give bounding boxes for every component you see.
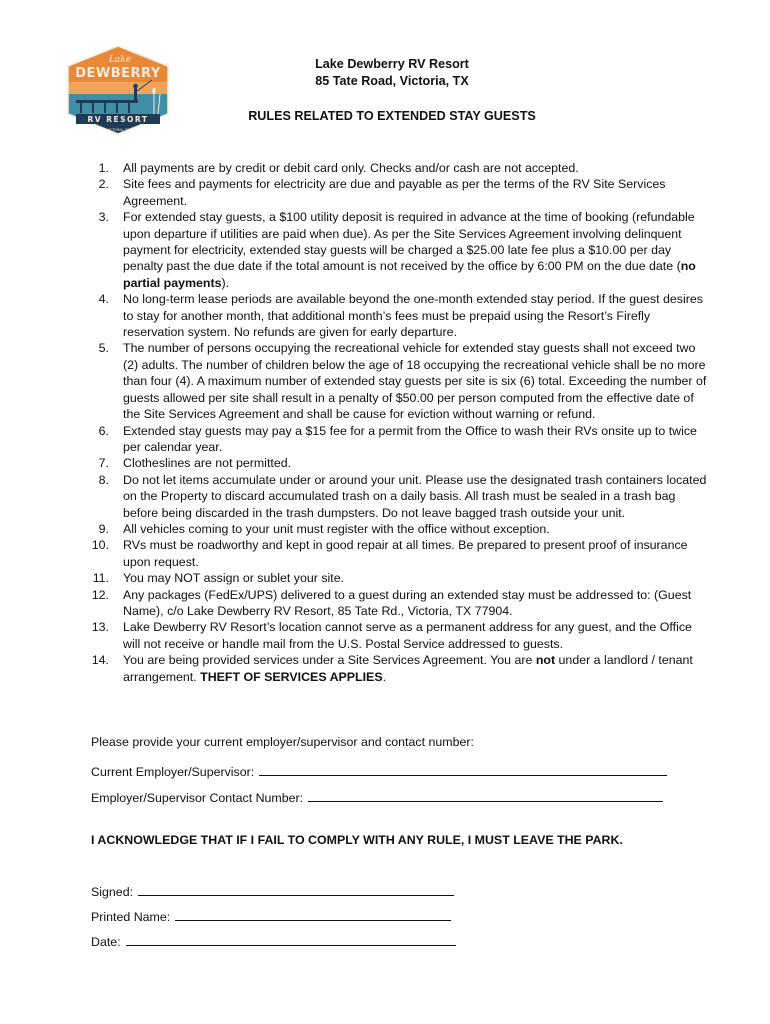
rule-number: 5. [98, 341, 109, 356]
signature-field[interactable] [138, 882, 454, 896]
employer-prompt: Please provide your current employer/supervisor and contact number: [91, 735, 474, 749]
rule-emphasis-theft: THEFT OF SERVICES APPLIES [200, 669, 383, 684]
rule-item [79, 455, 709, 471]
rule-text-after: ). [221, 275, 230, 290]
rule-text: Extended stay guests may pay a $15 fee for a permit from the Office to wash their RVs onsite up to twice per calendar year. [123, 423, 697, 454]
rule-text: Lake Dewberry RV Resort’s location cannot serve as a permanent address for any guest, and the Office will not receive or handle mail from the U.S. Postal Service addressed to guests. [123, 620, 692, 651]
rule-item [79, 423, 709, 456]
document-title: RULES RELATED TO EXTENDED STAY GUESTS [248, 109, 536, 123]
logo-script-text: Lake [108, 55, 132, 65]
rule-number: 4. [98, 292, 109, 307]
logo-name: DEWBERRY [75, 66, 161, 81]
contact-row [91, 788, 663, 806]
rule-item [79, 176, 709, 209]
rule-text: Do not let items accumulate under or around your unit. Please use the designated trash containers located on the Property to discard accumulated trash on a daily basis. All trash must be sealed in a trash bag before being discarded in the trash dumpsters. Do not leave bagged trash outside your unit. [123, 472, 707, 520]
rules-list [79, 160, 709, 685]
rule-text: You are being provided services under a Site Services Agreement. You are [123, 653, 536, 668]
rule-text: Any packages (FedEx/UPS) delivered to a guest during an extended stay must be addressed to: (Guest Name), c/o Lake Dewberry RV Resort, 85 Tate Rd., Victoria, TX 77904. [123, 587, 692, 618]
rule-text: All vehicles coming to your unit must register with the office without exception. [123, 521, 550, 536]
rule-text: No long-term lease periods are available beyond the one-month extended stay period. If the guest desires to stay for another month, that additional month’s fees must be prepaid using the Resort’s Firefly reservation system. No refunds are given for early departure. [123, 292, 703, 340]
signed-label: Signed: [91, 885, 134, 899]
date-row [91, 932, 456, 950]
acknowledgement-statement: I ACKNOWLEDGE THAT IF I FAIL TO COMPLY WITH ANY RULE, I MUST LEAVE THE PARK. [91, 833, 623, 847]
rule-item [79, 652, 709, 685]
rule-item [79, 570, 709, 586]
resort-name: Lake Dewberry RV Resort [315, 57, 469, 71]
rule-emphasis: no partial payments [123, 259, 696, 290]
rule-text: You may NOT assign or sublet your site. [123, 571, 345, 586]
employer-field[interactable] [259, 762, 667, 776]
rule-number: 6. [98, 423, 109, 438]
rule-text: Site fees and payments for electricity are due and payable as per the terms of the RV Site Services Agreement. [123, 177, 666, 208]
logo-location: VICTORIA, TX [106, 128, 130, 132]
rule-text-after: under a landlord / tenant arrangement. [123, 653, 693, 684]
rule-text: For extended stay guests, a $100 utility deposit is required in advance at the time of booking (refundable upon departure if utilities are paid when due). As per the Site Services Agreement involving delinquent payment for electricity, extended stay guests will be charged a $25.00 late fee plus a $10.00 per day penalty past the due date if the total amount is not received by the office by 6:00 PM on the due date ( [123, 210, 695, 274]
document-header [0, 56, 770, 124]
printed-name-label: Printed Name: [91, 910, 171, 924]
rule-item [79, 619, 709, 652]
rule-item [79, 521, 709, 537]
rule-emphasis: not [535, 653, 556, 668]
rule-text: The number of persons occupying the recreational vehicle for extended stay guests shall not exceed two (2) adults. The number of children below the age of 18 occupying the recreational vehicle shall be no more than four (4). A maximum number of extended stay guests per site is six (6) total. Exceeding the number of guests allowed per site shall result in a penalty of $50.00 per person computed from the effective date of the Site Services Agreement and shall be cause for eviction without warning or refund. [123, 341, 707, 422]
employer-row [91, 762, 667, 780]
rule-item [79, 160, 709, 176]
rule-item [79, 291, 709, 340]
rule-text: RVs must be roadworthy and kept in good repair at all times. Be prepared to present proof of insurance upon request. [123, 538, 688, 569]
rule-text-end: . [382, 669, 387, 684]
rule-number: 12. [91, 587, 109, 602]
printed-name-row [91, 907, 451, 925]
rule-number: 8. [98, 472, 109, 487]
rule-text: Clotheslines are not permitted. [123, 456, 292, 471]
rule-text: All payments are by credit or debit card only. Checks and/or cash are not accepted. [123, 161, 579, 175]
date-field[interactable] [126, 932, 456, 946]
rule-number: 7. [98, 456, 109, 471]
resort-address: 85 Tate Road, Victoria, TX [315, 73, 469, 88]
rule-number: 2. [98, 177, 109, 192]
rule-number: 14. [91, 653, 109, 668]
rule-item [79, 537, 709, 570]
rule-number: 3. [98, 210, 109, 225]
rule-item [79, 587, 709, 620]
date-label: Date: [91, 935, 121, 949]
rule-number: 9. [98, 521, 109, 536]
logo-banner: RV RESORT [87, 115, 149, 124]
rule-item [79, 209, 709, 291]
rule-number: 13. [91, 620, 109, 635]
employer-label: Current Employer/Supervisor: [91, 765, 255, 779]
contact-label: Employer/Supervisor Contact Number: [91, 791, 304, 805]
contact-number-field[interactable] [308, 788, 663, 802]
rule-item [79, 340, 709, 422]
signed-row [91, 882, 454, 900]
rule-number: 11. [92, 571, 109, 586]
printed-name-field[interactable] [175, 907, 451, 921]
rule-number: 1. [98, 161, 109, 175]
rule-number: 10. [91, 538, 109, 553]
rule-item [79, 472, 709, 521]
